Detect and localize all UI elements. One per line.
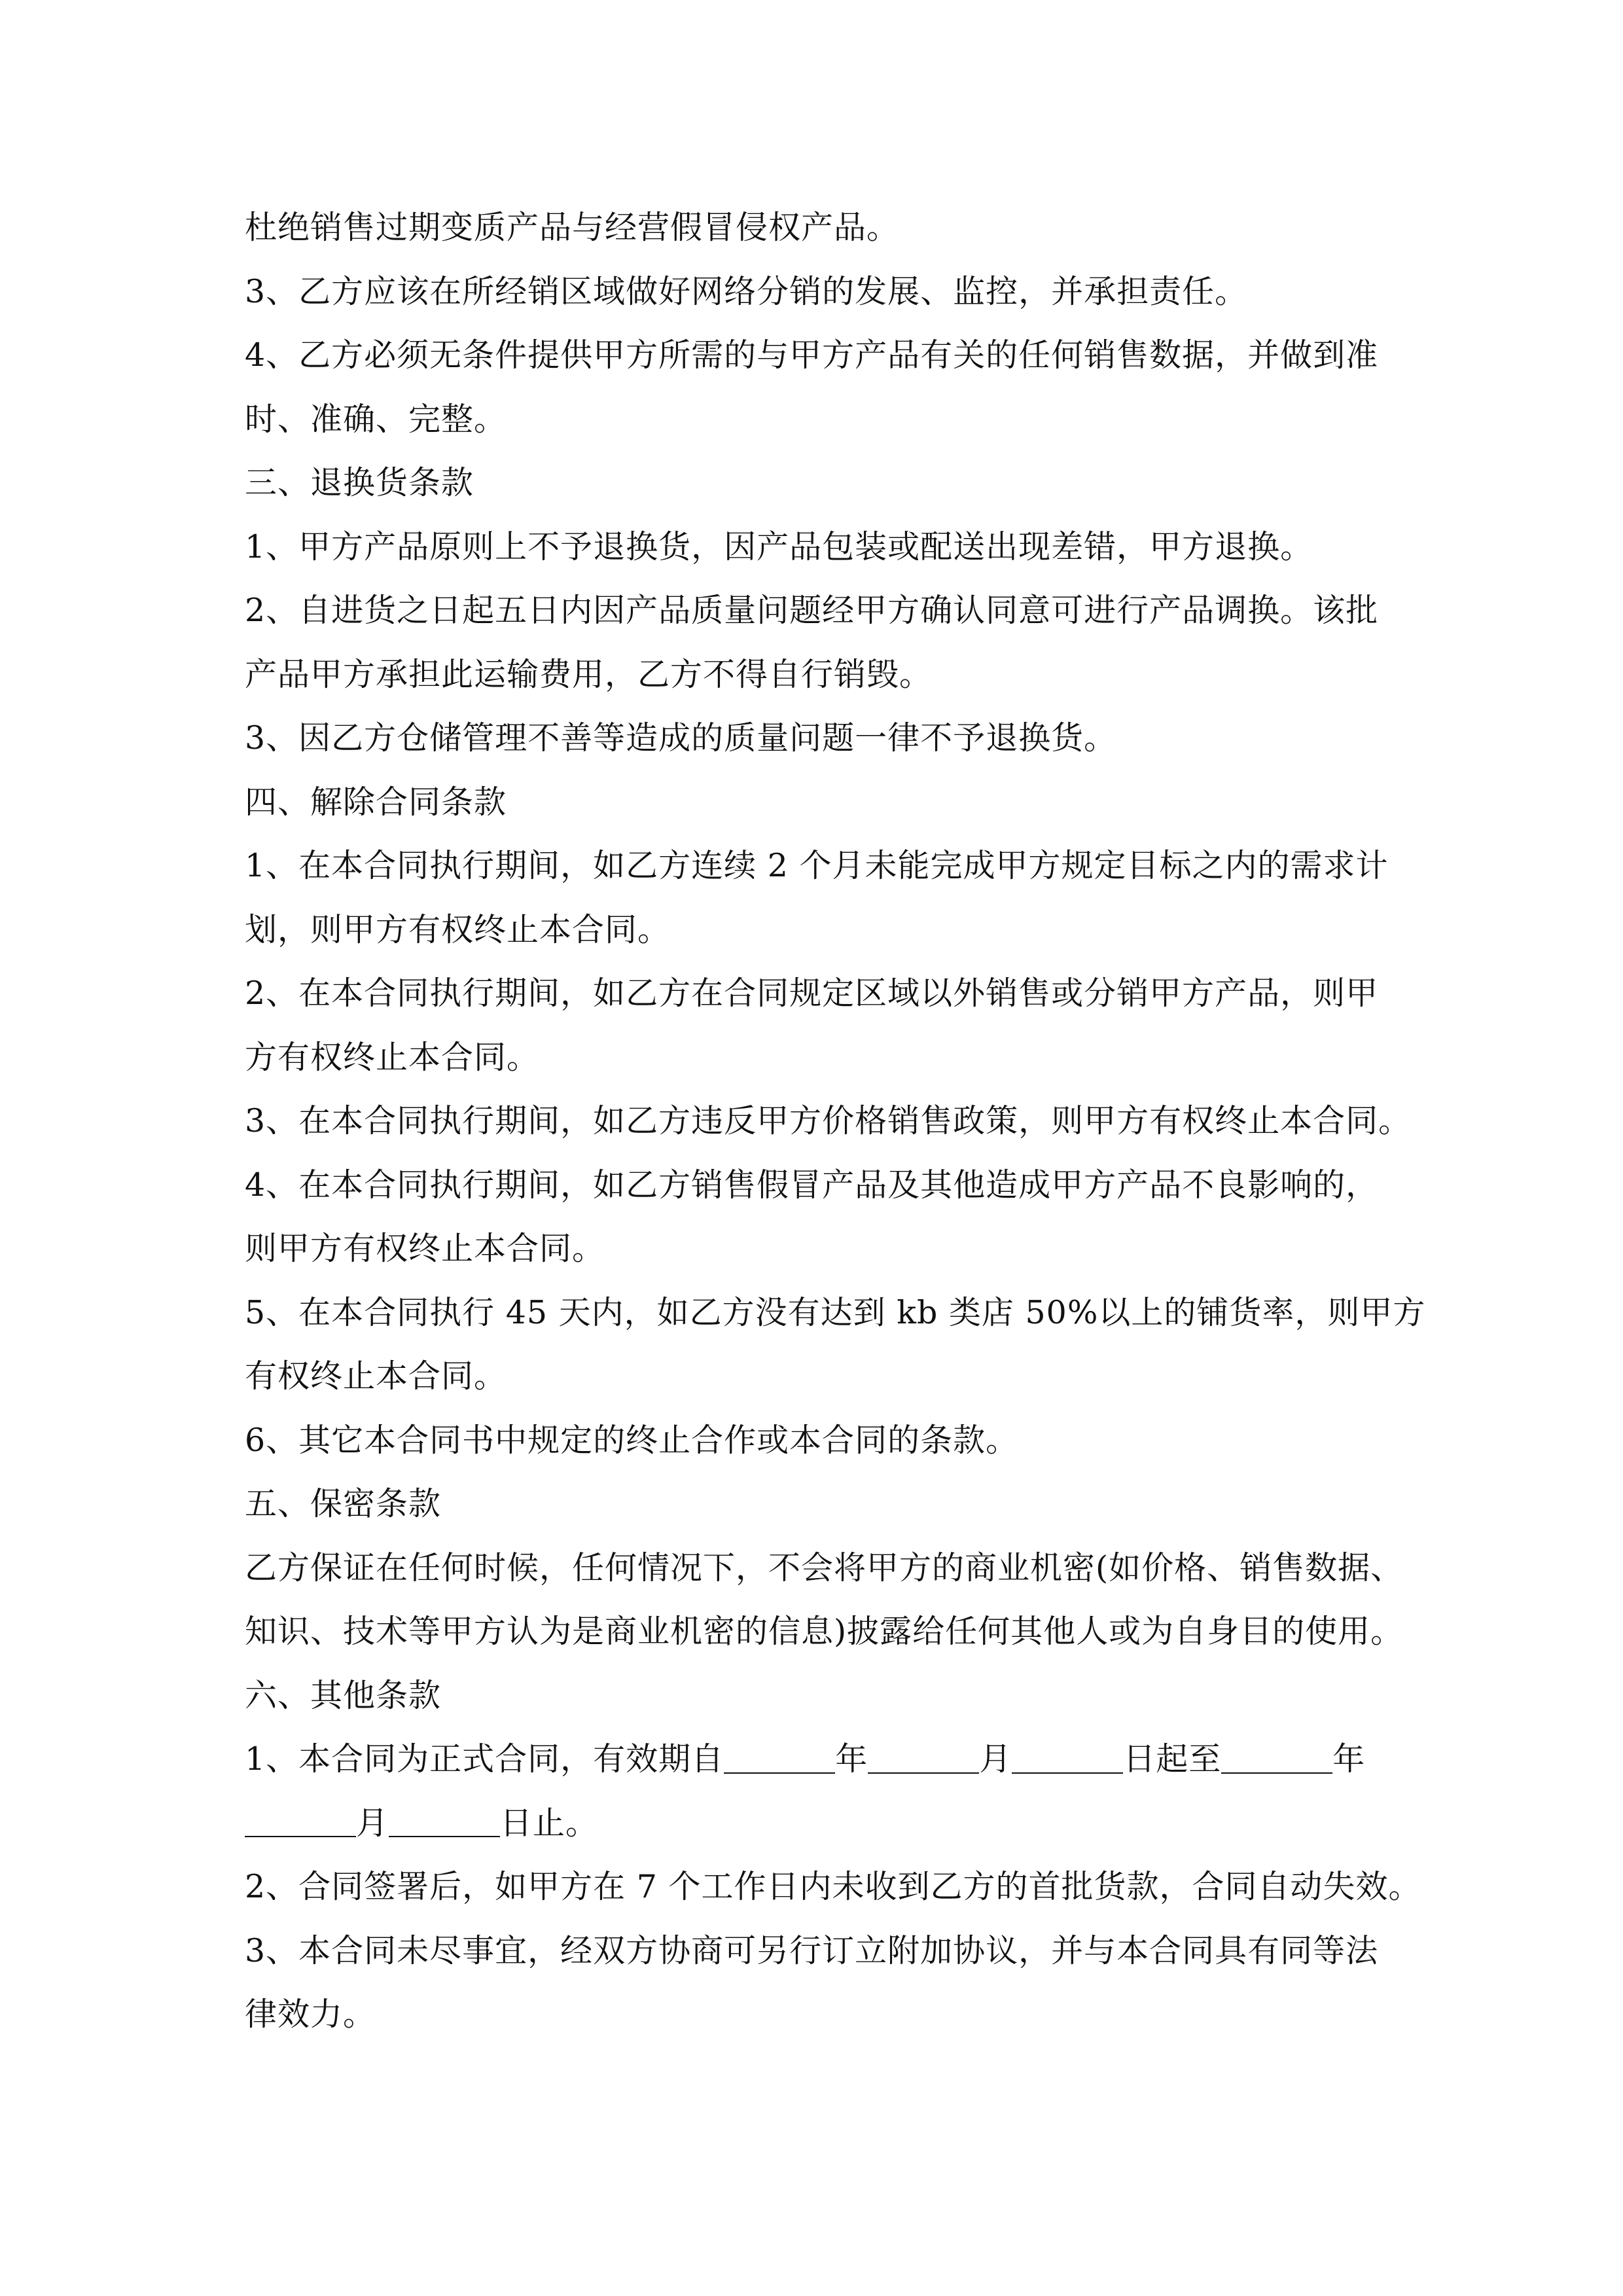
text-line: 2、自进货之日起五日内因产品质量问题经甲方确认同意可进行产品调换。该批 — [245, 592, 1379, 629]
text-line: 律效力。 — [245, 1996, 376, 2033]
text-line: 3、本合同未尽事宜，经双方协商可另行订立附加协议，并与本合同具有同等法 — [245, 1931, 1379, 1969]
text-line: 3、在本合同执行期间，如乙方违反甲方价格销售政策，则甲方有权终止本合同。 — [245, 1102, 1412, 1139]
text-line: 2、在本合同执行期间，如乙方在合同规定区域以外销售或分销甲方产品，则甲 — [245, 975, 1379, 1012]
year-label: 年 — [835, 1740, 868, 1778]
section-heading: 六、其他条款 — [245, 1676, 442, 1714]
text-line: 有权终止本合同。 — [245, 1357, 507, 1395]
text-line: 1、甲方产品原则上不予退换货，因产品包装或配送出现差错，甲方退换。 — [245, 528, 1313, 565]
text-line: 方有权终止本合同。 — [245, 1038, 540, 1076]
text-line: 1、在本合同执行期间，如乙方连续 2 个月未能完成甲方规定目标之内的需求计 — [245, 847, 1389, 884]
section-heading: 三、退换货条款 — [245, 464, 474, 501]
text-line: 5、在本合同执行 45 天内，如乙方没有达到 kb 类店 50%以上的铺货率，则甲方 — [245, 1293, 1426, 1331]
month-end-label: 月 — [356, 1804, 389, 1842]
month-end-blank[interactable] — [245, 1804, 356, 1837]
text-line: 划，则甲方有权终止本合同。 — [245, 910, 671, 948]
day-start-blank[interactable] — [1012, 1740, 1123, 1774]
text-line: 3、因乙方仓储管理不善等造成的质量问题一律不予退换货。 — [245, 719, 1117, 757]
text-line: 知识、技术等甲方认为是商业机密的信息)披露给任何其他人或为自身目的使用。 — [245, 1613, 1404, 1650]
text-line: 4、乙方必须无条件提供甲方所需的与甲方产品有关的任何销售数据，并做到准 — [245, 336, 1379, 374]
text-line: 产品甲方承担此运输费用，乙方不得自行销毁。 — [245, 655, 933, 693]
validity-prefix: 1、本合同为正式合同，有效期自 — [245, 1740, 724, 1778]
text-line: 4、在本合同执行期间，如乙方销售假冒产品及其他造成甲方产品不良影响的， — [245, 1166, 1379, 1204]
year-end-blank[interactable] — [1221, 1740, 1332, 1774]
year-start-blank[interactable] — [724, 1740, 835, 1774]
contract-text — [245, 196, 1426, 2047]
year-end-label: 年 — [1332, 1740, 1366, 1778]
text-line: 乙方保证在任何时候，任何情况下，不会将甲方的商业机密(如价格、销售数据、 — [245, 1549, 1404, 1587]
day-end-label: 日止。 — [500, 1804, 599, 1842]
section-heading: 五、保密条款 — [245, 1485, 442, 1522]
month-label: 月 — [979, 1740, 1012, 1778]
text-line: 时、准确、完整。 — [245, 400, 507, 438]
month-start-blank[interactable] — [868, 1740, 979, 1774]
text-line: 2、合同签署后，如甲方在 7 个工作日内未收到乙方的首批货款，合同自动失效。 — [245, 1868, 1421, 1905]
text-line: 3、乙方应该在所经销区域做好网络分销的发展、监控，并承担责任。 — [245, 272, 1248, 310]
text-line: 6、其它本合同书中规定的终止合作或本合同的条款。 — [245, 1421, 1019, 1459]
validity-line — [245, 1727, 1397, 1791]
validity-line-continued — [245, 1791, 1397, 1856]
day-end-blank[interactable] — [389, 1804, 500, 1837]
text-line: 杜绝销售过期变质产品与经营假冒侵权产品。 — [245, 209, 900, 246]
section-heading: 四、解除合同条款 — [245, 783, 507, 821]
day-from-label: 日起至 — [1123, 1740, 1222, 1778]
text-line: 则甲方有权终止本合同。 — [245, 1230, 605, 1267]
